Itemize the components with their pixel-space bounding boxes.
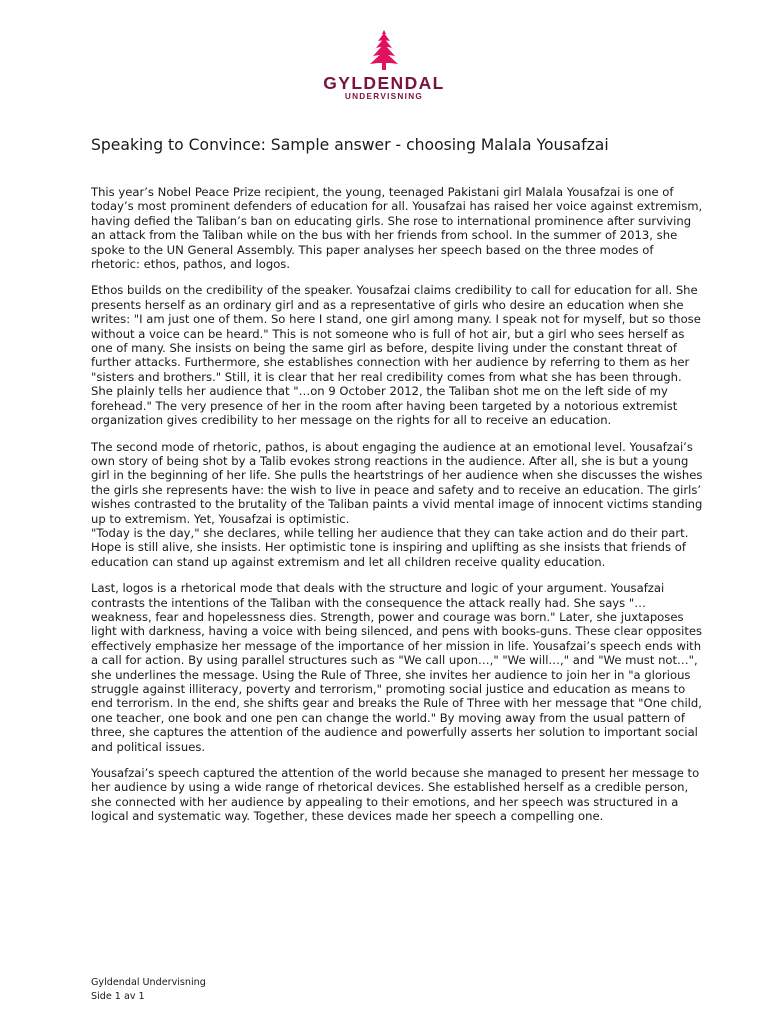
brand-name: GYLDENDAL <box>323 73 445 93</box>
document-body <box>91 185 706 836</box>
tree-logo-icon <box>369 30 399 72</box>
paragraph-conclusion: Yousafzai’s speech captured the attention of the world because she managed to present her message to her audience by using a wide range of rhetorical devices. She established herself as a credible person, she connected with her audience by appealing to their emotions, and her speech was structured in a logical and systematic way. Together, these devices made her speech a compelling one. <box>91 766 700 824</box>
footer-publisher: Gyldendal Undervisning <box>91 977 206 988</box>
brand-subtitle: UNDERVISNING <box>344 92 424 101</box>
footer-page-number: Side 1 av 1 <box>91 990 145 1002</box>
paragraph-pathos: The second mode of rhetoric, pathos, is about engaging the audience at an emotional level. Yousafzai’s own story of being shot by a Talib evokes strong reactions in the audience. After all, she is but a young girl in the beginning of her life. She pulls the heartstrings of her audience when she discusses the wishes the girls she represents have: the wish to live in peace and safety and to receive an education. The girls’ wishes contrasted to the brutality of the Taliban paints a vivid mental image of innocent victims standing up to extremism. Yet, Yousafzai is optimistic. <box>91 439 703 526</box>
paragraph-ethos: Ethos builds on the credibility of the speaker. Yousafzai claims credibility to call for education for all. She presents herself as an ordinary girl and as a representative of girls who desire an education when she writes: "I am just one of them. So here I stand, one girl among many. I speak not for myself, but so those without a voice can be heard." This is not someone who is full of hot air, but a girl who sees herself as one of many. She insists on being the same girl as before, despite living under the constant threat of further attacks. Furthermore, she establishes connection with her audience by referring to them as her "sisters and brothers." Still, it is clear that her real credibility comes from what she has been through. She plainly tells her audience that "…on 9 October 2012, the Taliban shot me on the left side of my forehead." The very presence of her in the room after having been targeted by a notorious extremist organization gives credibility to her message on the rights for all to receive an education. <box>91 283 701 428</box>
document-title: Speaking to Convince: Sample answer - choosing Malala Yousafzai <box>91 136 609 154</box>
paragraph-pathos-continued: "Today is the day," she declares, while telling her audience that they can take action and do their part. Hope is still alive, she insists. Her optimistic tone is inspiring and uplifting as she insists that friends of education can stand up against extremism and let all children receive quality education. <box>91 525 689 569</box>
paragraph-intro: This year’s Nobel Peace Prize recipient, the young, teenaged Pakistani girl Malala Yousafzai is one of today’s most prominent defenders of education for all. Yousafzai has raised her voice against extremism, having defied the Taliban’s ban on educating girls. She rose to international prominence after surviving an attack from the Taliban while on the bus with her friends from school. In the summer of 2013, she spoke to the UN General Assembly. This paper analyses her speech based on the three modes of rhetoric: ethos, pathos, and logos. <box>91 185 703 272</box>
paragraph-logos: Last, logos is a rhetorical mode that deals with the structure and logic of your argument. Yousafzai contrasts the intentions of the Taliban with the consequence the attack really had. She says "…weakness, fear and hopelessness dies. Strength, power and courage was born." Later, she juxtaposes light with darkness, having a voice with being silenced, and pens with books-guns. These clear opposites effectively emphasize her message of the importance of her mission in life. Yousafzai’s speech ends with a call for action. By using parallel structures such as "We call upon…," "We will…," and "We must not…", she underlines the message. Using the Rule of Three, she invites her audience to join her in "a glorious struggle against illiteracy, poverty and terrorism," promoting social justice and education as means to end terrorism. In the end, she shifts gear and breaks the Rule of Three with her message that "One child, one teacher, one book and one pen can change the world." By moving away from the usual pattern of three, she captures the attention of the audience and powerfully asserts her solution to important social and political issues. <box>91 581 703 754</box>
publisher-logo <box>0 30 768 102</box>
page-footer <box>91 976 206 1003</box>
